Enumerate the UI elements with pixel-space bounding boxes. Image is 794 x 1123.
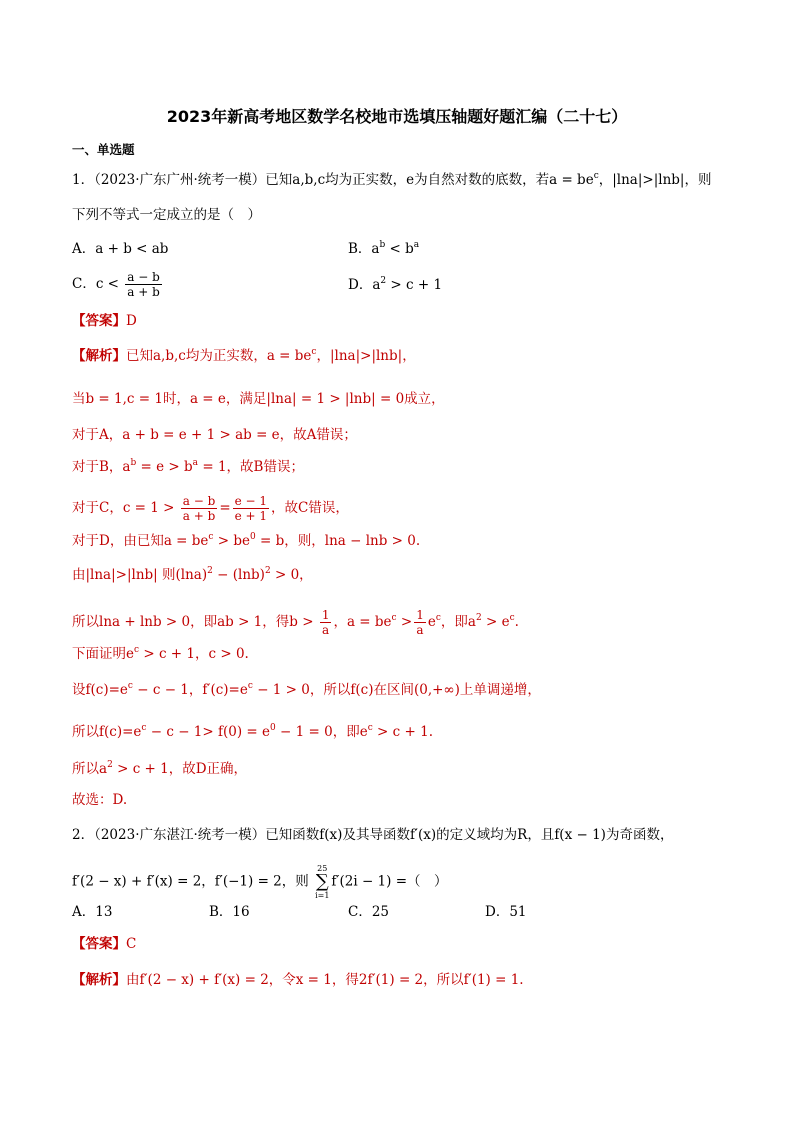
q2-stem2a: f′(2 − x) + f′(x) = 2，f′(−1) = 2，则: [72, 873, 309, 890]
q1-stem-line1: [72, 171, 711, 189]
q1-l4s1: b: [130, 458, 137, 468]
q1-l12s: 2: [107, 760, 113, 770]
q1-l8-frac2: [414, 608, 426, 637]
q2-option-a: A．13: [72, 904, 113, 920]
q1-option-b-mid: < b: [385, 241, 414, 257]
q1-analysis-line12: [72, 760, 247, 778]
q1-l12a: 所以a: [72, 761, 108, 777]
q1-l8-frac1: [320, 608, 332, 637]
q2-stem-line1: [72, 826, 673, 844]
q1-analysis-l1a: 已知a,b,c均为正实数，a = be: [126, 348, 312, 364]
q1-analysis-line7: [72, 566, 313, 584]
q1-answer: [72, 312, 137, 330]
q2-option-d: D．51: [485, 904, 527, 920]
q2-summation: [315, 864, 329, 900]
q1-option-b-sup2: a: [413, 240, 420, 250]
q1-l6b: > be: [213, 533, 250, 549]
q1-analysis-line2: 当b = 1,c = 1时，a = e，满足|lna| = 1 > |lnb| = 0成立，: [72, 391, 445, 407]
q2-analysis-tag: 【解析】: [72, 972, 126, 988]
q1-analysis-line3: 对于A，a + b = e + 1 > ab = e，故A错误；: [72, 427, 357, 443]
q1-l11a: 所以f(c)=e: [72, 724, 142, 740]
q1-l5-frac1-num: a − b: [182, 494, 216, 508]
q1-l4s2: a: [192, 458, 199, 468]
q1-l11c: − 1 = 0，即e: [275, 724, 368, 740]
q1-l7s1: 2: [207, 566, 213, 576]
q1-l7a: 由|lna|>|lnb| 则(lna): [72, 567, 208, 583]
q1-l8s4: c: [509, 613, 515, 623]
q1-option-b-pre: B．a: [348, 241, 380, 257]
q2-sum-sigma: ∑: [315, 871, 329, 892]
q1-l6s1: c: [208, 532, 214, 542]
q2-stem2b: f′(2i − 1) =（ ）: [331, 873, 448, 890]
q1-l11b: − c − 1> f(0) = e: [146, 724, 270, 740]
q1-l10b: − c − 1，f′(c)=e: [132, 682, 248, 698]
q1-l6s2: 0: [249, 532, 256, 542]
q1-analysis-tag: 【解析】: [72, 348, 126, 364]
q1-option-d: [348, 276, 442, 294]
q1-analysis-line13: 故选：D.: [72, 792, 128, 808]
section-heading: 一、单选题: [72, 142, 135, 157]
q1-l11s1: c: [141, 723, 147, 733]
q1-analysis-line5: [72, 494, 349, 523]
q1-l5-frac1-den: a + b: [182, 509, 216, 523]
q1-l5a: 对于C，c = 1 >: [72, 500, 175, 516]
q1-number: 1．: [72, 172, 95, 188]
q1-l5-frac2-den: e + 1: [234, 509, 268, 523]
q1-analysis-line4: [72, 458, 304, 476]
q2-stem-line2: [72, 864, 448, 900]
q1-l7b: − (lnb): [212, 567, 265, 583]
q2-option-c: C．25: [348, 904, 390, 920]
q1-l5-frac2: [233, 494, 269, 523]
q1-l8d: e: [427, 614, 436, 630]
q1-option-c-denominator: a + b: [127, 285, 160, 299]
q1-l5-eq: =: [219, 500, 231, 516]
q2-number: 2．: [72, 827, 95, 843]
q1-option-a: A．a + b < ab: [72, 241, 169, 257]
q1-source: （2023·广东广州·统考一模）: [94, 172, 266, 188]
q1-l8e: ，即a: [440, 614, 476, 630]
q1-option-b-sup1: b: [379, 240, 386, 250]
q1-l9b: > c + 1，c > 0.: [139, 646, 249, 662]
q1-l10a: 设f(c)=e: [72, 682, 128, 698]
q1-l5b: ，故C错误，: [271, 500, 349, 516]
q1-l8-frac2-num: 1: [416, 608, 424, 622]
q1-analysis-l1b: ，|lna|>|lnb|，: [316, 348, 416, 364]
page-title: 2023年新高考地区数学名校地市选填压轴题好题汇编（二十七）: [166, 107, 628, 126]
q1-analysis-line10: [72, 681, 541, 699]
q1-option-b: [348, 240, 419, 258]
q1-analysis-line1: [72, 347, 416, 365]
q1-l8s2: c: [435, 613, 441, 623]
q1-l8c: >: [396, 614, 413, 630]
q1-l8s3: 2: [475, 613, 482, 623]
q2-answer-value: C: [126, 936, 137, 952]
q1-analysis-l1-sup: c: [311, 347, 317, 357]
q1-l8b: ，a = be: [333, 614, 392, 630]
q1-stem-line2: 下列不等式一定成立的是（ ）: [72, 207, 261, 223]
q1-stem-sup: c: [593, 171, 599, 181]
q1-option-c-numerator: a − b: [127, 270, 160, 284]
q1-answer-value: D: [126, 313, 137, 329]
q1-l12b: > c + 1，故D正确，: [112, 761, 248, 777]
q1-l6a: 对于D，由已知a = be: [72, 533, 209, 549]
q1-option-d-post: > c + 1: [386, 277, 443, 293]
q1-option-c: [72, 270, 164, 299]
q1-analysis-line8: [72, 608, 519, 637]
q1-l9s: c: [134, 645, 140, 655]
q1-stem-a: 已知a,b,c均为正实数，e为自然对数的底数，若a = be: [265, 172, 594, 188]
q1-l4a: 对于B，a: [72, 459, 131, 475]
q1-l10c: − 1 > 0，所以f(c)在区间(0,+∞)上单调递增，: [252, 682, 541, 698]
q1-option-d-sup: 2: [380, 276, 387, 286]
q1-l8-frac1-den: a: [322, 623, 330, 637]
q1-l7c: > 0，: [270, 567, 313, 583]
q1-l8-frac2-den: a: [416, 623, 424, 637]
q2-analysis-l1: 由f′(2 − x) + f′(x) = 2，令x = 1，得2f′(1) = 2，所以f′(1) = 1.: [126, 972, 524, 988]
q1-analysis-line9: [72, 645, 249, 663]
q2-answer-tag: 【答案】: [72, 936, 126, 952]
q2-answer: [72, 935, 136, 953]
q1-option-d-pre: D．a: [348, 277, 381, 293]
q1-l8-frac1-num: 1: [321, 608, 330, 622]
q1-answer-tag: 【答案】: [72, 313, 126, 329]
q1-l5-frac2-num: e − 1: [234, 494, 268, 508]
q1-l10s2: c: [247, 681, 253, 691]
q1-l11s3: c: [367, 723, 373, 733]
q2-sum-bottom: i=1: [315, 891, 330, 900]
q1-l8f: > e: [481, 614, 510, 630]
q1-l9a: 下面证明e: [72, 646, 134, 662]
q1-l4c: = 1，故B错误；: [198, 459, 304, 475]
q1-l8s1: c: [391, 613, 397, 623]
q1-stem-b: ，|lna|>|lnb|，则: [598, 172, 712, 188]
q2-source: （2023·广东湛江·统考一模）: [94, 827, 266, 843]
q1-analysis-line6: [72, 532, 420, 550]
q1-l11s2: 0: [270, 723, 276, 733]
q1-l6c: = b，则，lna − lnb > 0.: [255, 533, 421, 549]
q1-l7s2: 2: [264, 566, 271, 576]
q1-l10s1: c: [127, 681, 133, 691]
q2-analysis-line1: [72, 971, 524, 989]
q1-option-c-fraction: [125, 270, 162, 299]
q2-option-b: B．16: [209, 904, 250, 920]
q1-l11d: > c + 1.: [372, 724, 433, 740]
q2-sum-top: 25: [317, 864, 328, 873]
q1-l4b: = e > b: [136, 459, 193, 475]
q1-analysis-line11: [72, 723, 433, 741]
q1-option-c-pre: C．c <: [72, 276, 119, 292]
q1-l8a: 所以lna + lnb > 0，即ab > 1，得b >: [72, 614, 314, 630]
q2-stem-a: 已知函数f(x)及其导函数f′(x)的定义域均为R，且f(x − 1)为奇函数，: [265, 827, 674, 843]
q1-l8g: .: [514, 614, 519, 630]
q1-l5-frac1: [181, 494, 218, 523]
